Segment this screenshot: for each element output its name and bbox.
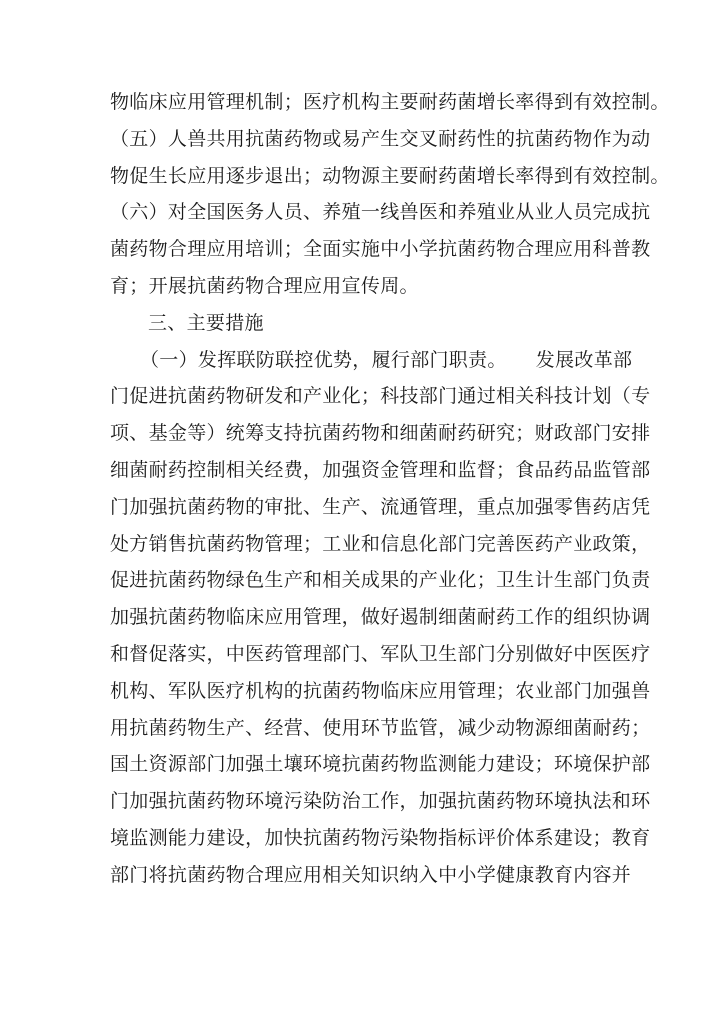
text-line: 物促生长应用逐步退出；动物源主要耐药菌增长率得到有效控制。	[110, 164, 670, 187]
text-line: 门加强抗菌药物环境污染防治工作，加强抗菌药物环境执法和环	[110, 790, 651, 813]
subsection-heading: （一）发挥联防联控优势，履行部门职责。 发展改革部	[140, 348, 633, 371]
text-line: 国土资源部门加强土壤环境抗菌药物监测能力建设；环境保护部	[110, 753, 651, 776]
body-text	[110, 84, 670, 894]
text-line: 项、基金等）统筹支持抗菌药物和细菌耐药研究；财政部门安排	[110, 422, 651, 445]
text-line: 育；开展抗菌药物合理应用宣传周。	[110, 274, 419, 297]
text-line: 机构、军队医疗机构的抗菌药物临床应用管理；农业部门加强兽	[110, 679, 651, 702]
text-line: 加强抗菌药物临床应用管理，做好遏制细菌耐药工作的组织协调	[110, 606, 651, 629]
text-line: 部门将抗菌药物合理应用相关知识纳入中小学健康教育内容并	[110, 863, 632, 886]
text-line: 门加强抗菌药物的审批、生产、流通管理，重点加强零售药店凭	[110, 495, 651, 518]
text-line: 境监测能力建设，加快抗菌药物污染物指标评价体系建设；教育	[110, 826, 651, 849]
text-line: 用抗菌药物生产、经营、使用环节监管，减少动物源细菌耐药；	[110, 716, 651, 739]
section-heading: 三、主要措施	[148, 311, 264, 334]
text-line: （六）对全国医务人员、养殖一线兽医和养殖业从业人员完成抗	[110, 201, 651, 224]
text-line: 物临床应用管理机制；医疗机构主要耐药菌增长率得到有效控制。	[110, 91, 670, 113]
text-line: 和督促落实，中医药管理部门、军队卫生部门分别做好中医医疗	[110, 642, 651, 665]
text-line: 门促进抗菌药物研发和产业化；科技部门通过相关科技计划（专	[110, 385, 651, 408]
text-line: 细菌耐药控制相关经费，加强资金管理和监督；食品药品监管部	[110, 458, 651, 481]
text-line: 促进抗菌药物绿色生产和相关成果的产业化；卫生计生部门负责	[110, 569, 651, 592]
text-line: （五）人兽共用抗菌药物或易产生交叉耐药性的抗菌药物作为动	[110, 127, 651, 150]
text-line: 处方销售抗菌药物管理；工业和信息化部门完善医药产业政策，	[110, 532, 651, 555]
text-line: 菌药物合理应用培训；全面实施中小学抗菌药物合理应用科普教	[110, 238, 651, 261]
